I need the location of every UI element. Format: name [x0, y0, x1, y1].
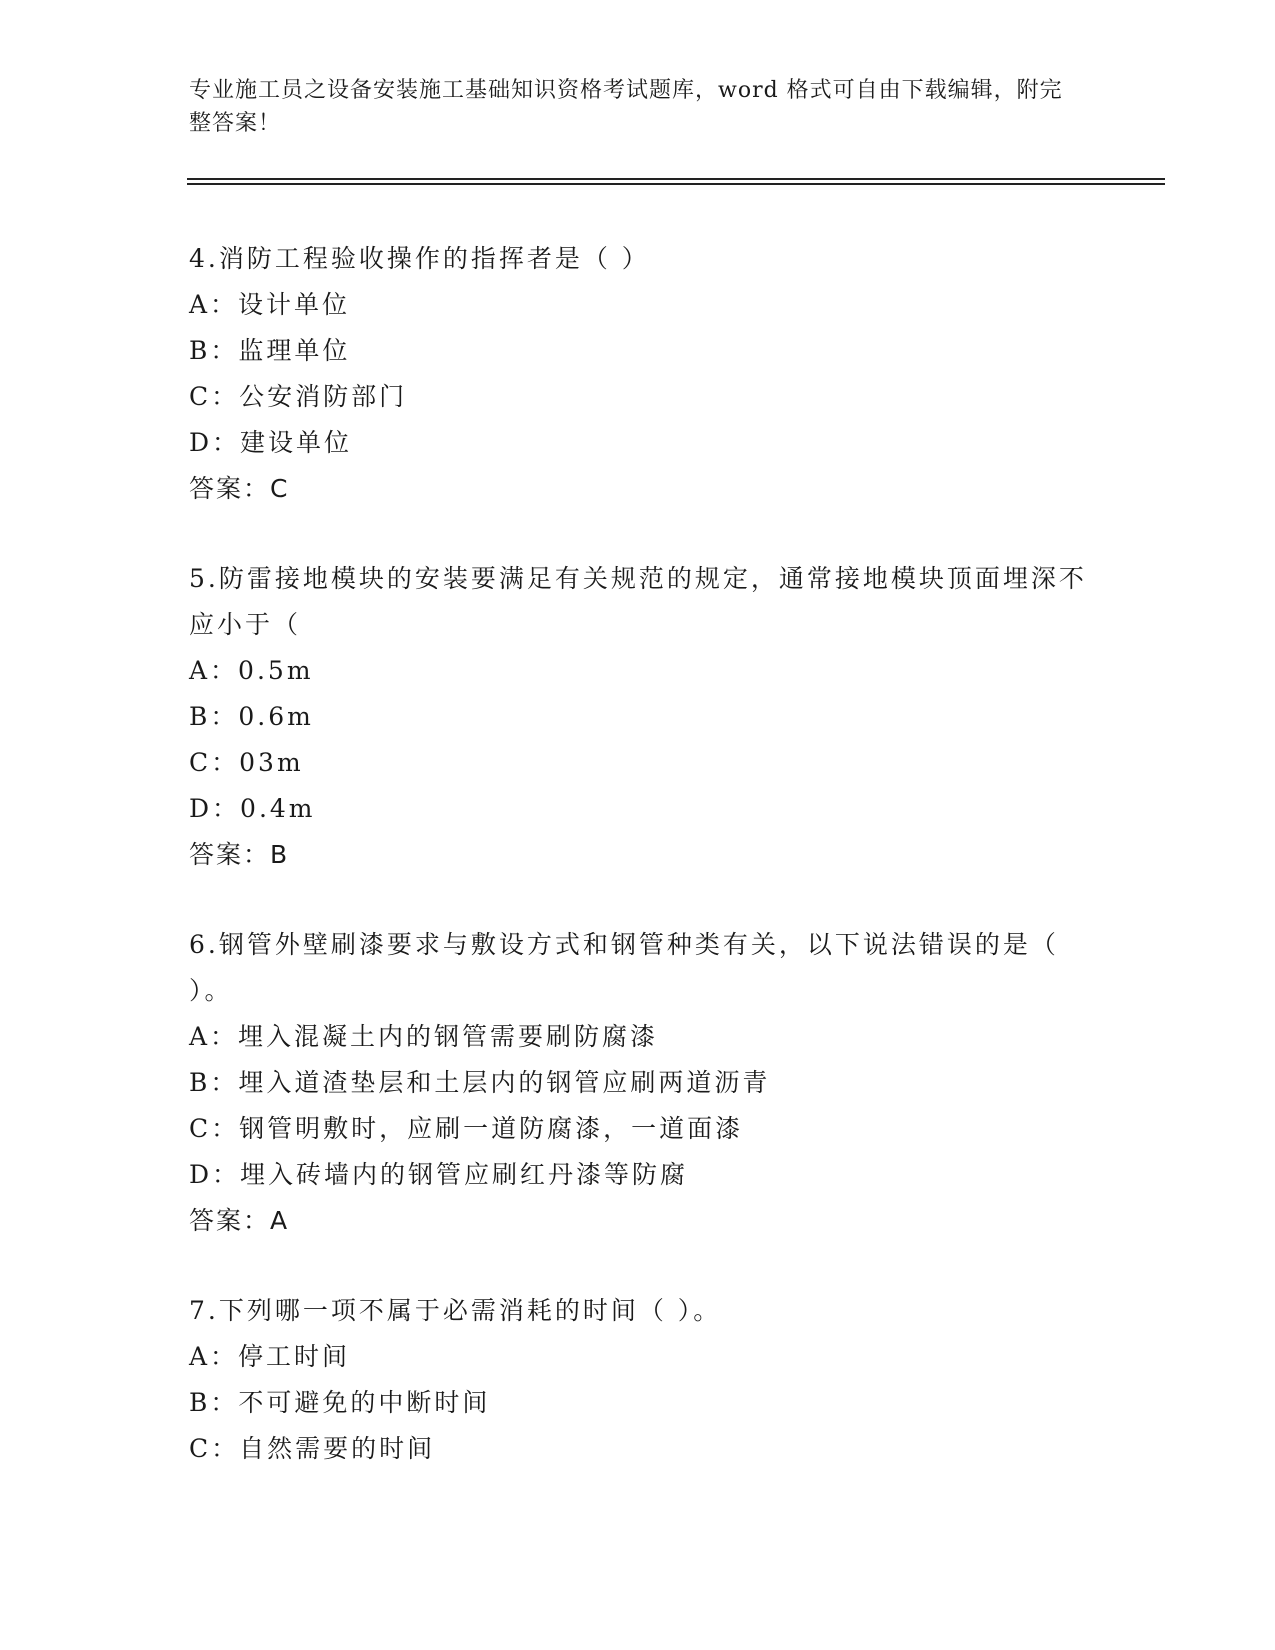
option-a: A：设计单位	[189, 290, 351, 319]
answer-prefix: 答案：	[189, 840, 271, 869]
answer-line	[189, 1198, 1089, 1244]
option-d: D：埋入砖墙内的钢管应刷红丹漆等防腐	[189, 1160, 689, 1189]
answer-line	[189, 466, 1089, 512]
header-text: 专业施工员之设备安装施工基础知识资格考试题库，word 格式可自由下载编辑，附完整答案！	[189, 78, 1063, 136]
question-stem: 4.消防工程验收操作的指挥者是（ ）	[189, 244, 650, 273]
question-stem: 6.钢管外壁刷漆要求与敷设方式和钢管种类有关，以下说法错误的是（ ）。	[189, 930, 1059, 1005]
option-c: C：自然需要的时间	[189, 1434, 436, 1463]
option-b: B：不可避免的中断时间	[189, 1388, 491, 1417]
option-d: D：建设单位	[189, 428, 353, 457]
document-header	[189, 74, 1069, 140]
option-a: A：停工时间	[189, 1342, 351, 1371]
question-6	[189, 922, 1089, 1244]
option-d: D：0.4m	[189, 794, 316, 823]
option-c: C：公安消防部门	[189, 382, 408, 411]
answer-value: B	[270, 840, 290, 869]
option-b: B：0.6m	[189, 702, 314, 731]
answer-line	[189, 832, 1089, 878]
option-b: B：埋入道渣垫层和土层内的钢管应刷两道沥青	[189, 1068, 771, 1097]
header-divider-bottom	[187, 183, 1165, 185]
answer-value: C	[270, 474, 290, 503]
header-divider-top	[187, 178, 1165, 180]
answer-prefix: 答案：	[189, 474, 271, 503]
option-b: B：监理单位	[189, 336, 351, 365]
question-stem: 7.下列哪一项不属于必需消耗的时间（ ）。	[189, 1296, 722, 1325]
option-a: A：0.5m	[189, 656, 314, 685]
question-list	[189, 236, 1089, 1516]
question-stem: 5.防雷接地模块的安装要满足有关规范的规定，通常接地模块顶面埋深不应小于（	[189, 564, 1087, 639]
question-7	[189, 1288, 1089, 1472]
option-c: C：钢管明敷时，应刷一道防腐漆，一道面漆	[189, 1114, 744, 1143]
option-a: A：埋入混凝土内的钢管需要刷防腐漆	[189, 1022, 659, 1051]
answer-value: A	[270, 1206, 290, 1235]
question-4	[189, 236, 1089, 512]
option-c: C：03m	[189, 748, 304, 777]
question-5	[189, 556, 1089, 878]
answer-prefix: 答案：	[189, 1206, 271, 1235]
